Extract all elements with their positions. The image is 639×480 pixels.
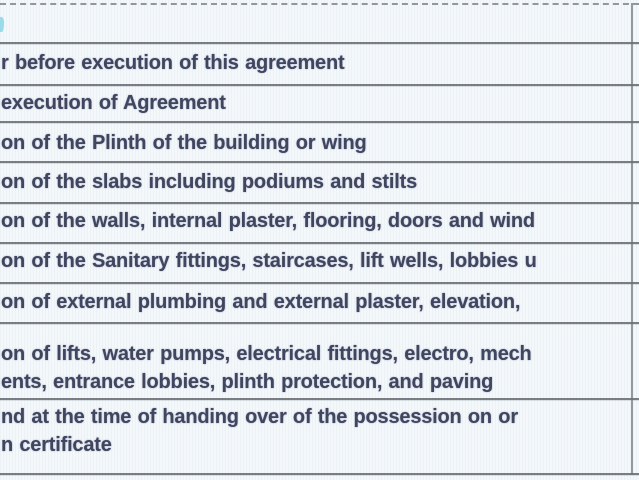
- table-bottom-border: [0, 473, 639, 475]
- table-cell-text: on of external plumbing and external plaster, elevation,: [1, 291, 521, 313]
- table-cell-text: n certificate: [1, 434, 112, 456]
- row-divider: [0, 202, 639, 204]
- row-divider: [0, 322, 639, 324]
- table-cell-text: on of the Plinth of the building or wing: [1, 132, 367, 154]
- table-cell-text: execution of Agreement: [1, 92, 226, 114]
- row-divider: [0, 42, 639, 44]
- table-cell-text: on of the slabs including podiums and stilts: [1, 171, 417, 193]
- row-divider: [0, 161, 639, 163]
- row-divider: [0, 242, 639, 244]
- table-cell-text: on of lifts, water pumps, electrical fittings, electro, mech: [1, 343, 532, 365]
- row-divider: [0, 121, 639, 123]
- row-divider: [0, 84, 639, 86]
- table-cell-text: nd at the time of handing over of the possession on or: [1, 406, 518, 428]
- table-cell-text: ents, entrance lobbies, plinth protection, and paving: [1, 371, 494, 393]
- table-top-dashed-border: [0, 3, 639, 5]
- table-cell-text: on of the Sanitary fittings, staircases, lift wells, lobbies u: [1, 250, 537, 272]
- table-cell-text: r before execution of this agreement: [1, 52, 345, 74]
- table-cell-text: on of the walls, internal plaster, flooring, doors and wind: [1, 210, 535, 232]
- table-column-border: [631, 3, 633, 475]
- row-divider: [0, 282, 639, 284]
- row-divider: [0, 398, 639, 400]
- clipped-header-text-fragment: [0, 17, 4, 32]
